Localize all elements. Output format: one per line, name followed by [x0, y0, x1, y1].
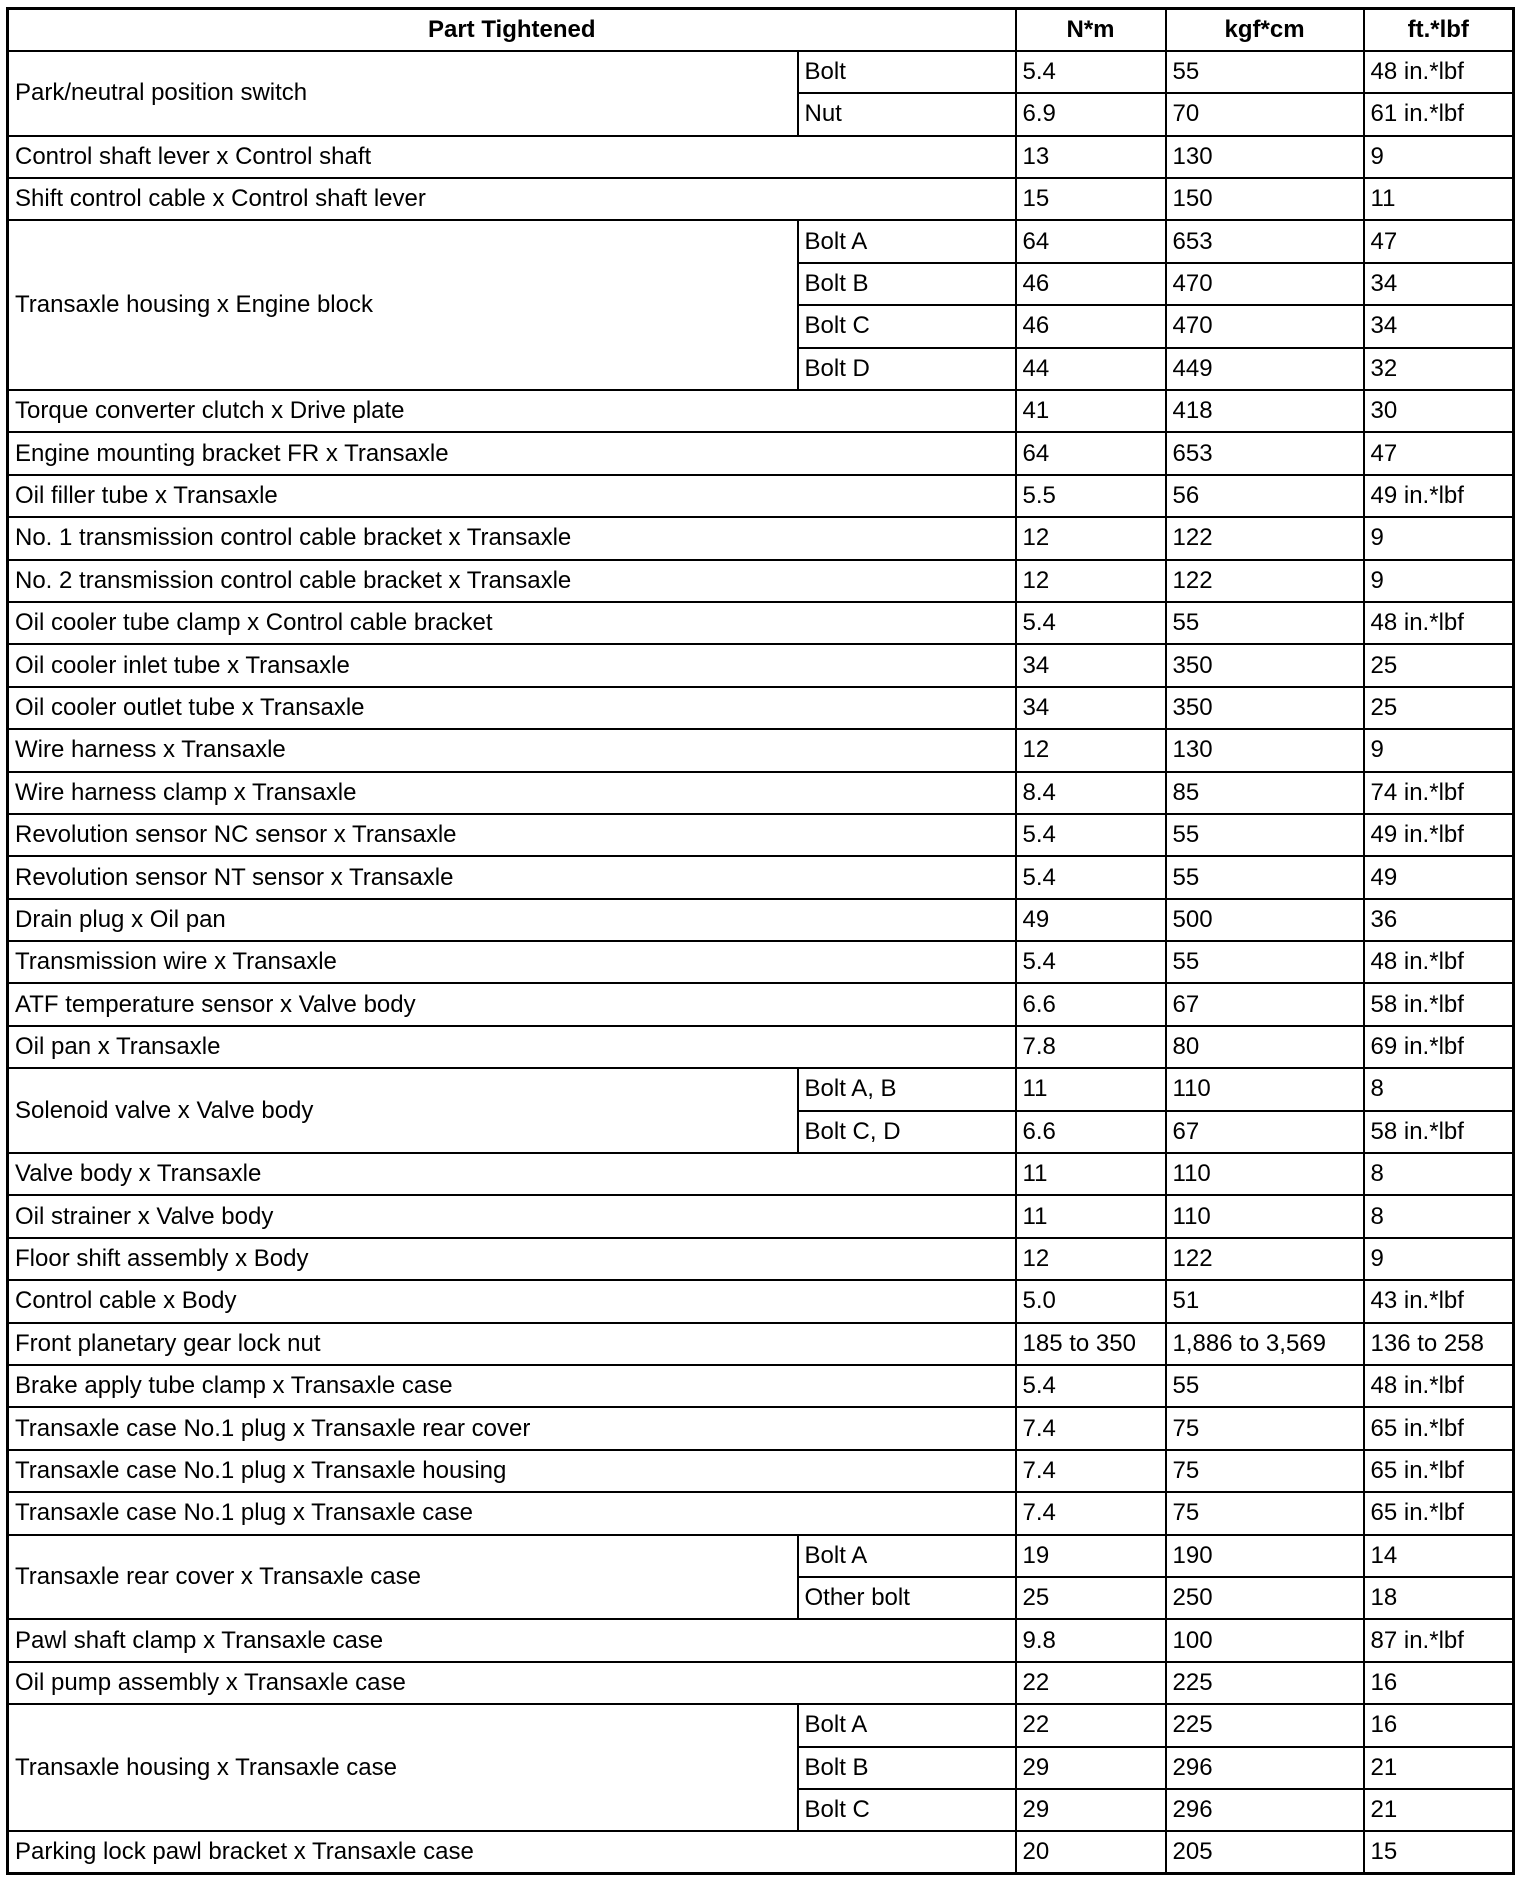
fastener-cell: Bolt A	[798, 1535, 1016, 1577]
part-cell: Revolution sensor NT sensor x Transaxle	[8, 856, 1016, 898]
part-cell: Oil strainer x Valve body	[8, 1195, 1016, 1237]
table-row	[8, 729, 1514, 771]
ft-lbf-cell: 48 in.*lbf	[1364, 941, 1514, 983]
part-cell: Wire harness clamp x Transaxle	[8, 772, 1016, 814]
table-row	[8, 1704, 1514, 1746]
kgf-cm-cell: 55	[1166, 1365, 1364, 1407]
kgf-cm-cell: 110	[1166, 1195, 1364, 1237]
part-cell: No. 1 transmission control cable bracket x Transaxle	[8, 517, 1016, 559]
table-row	[8, 51, 1514, 93]
ft-lbf-cell: 65 in.*lbf	[1364, 1492, 1514, 1534]
table-row	[8, 644, 1514, 686]
nm-cell: 34	[1016, 687, 1166, 729]
table-row	[8, 517, 1514, 559]
header-kgf-cm: kgf*cm	[1166, 9, 1364, 51]
kgf-cm-cell: 130	[1166, 136, 1364, 178]
table-row	[8, 1280, 1514, 1322]
nm-cell: 64	[1016, 220, 1166, 262]
ft-lbf-cell: 30	[1364, 390, 1514, 432]
table-row	[8, 941, 1514, 983]
ft-lbf-cell: 48 in.*lbf	[1364, 51, 1514, 93]
nm-cell: 22	[1016, 1662, 1166, 1704]
part-cell: Shift control cable x Control shaft lever	[8, 178, 1016, 220]
nm-cell: 13	[1016, 136, 1166, 178]
table-row	[8, 1831, 1514, 1873]
part-cell: Drain plug x Oil pan	[8, 899, 1016, 941]
nm-cell: 29	[1016, 1789, 1166, 1831]
table-row	[8, 475, 1514, 517]
table-row	[8, 1407, 1514, 1449]
ft-lbf-cell: 8	[1364, 1153, 1514, 1195]
table-row	[8, 1450, 1514, 1492]
kgf-cm-cell: 70	[1166, 93, 1364, 135]
table-row	[8, 1662, 1514, 1704]
table-row	[8, 1068, 1514, 1110]
part-cell: Torque converter clutch x Drive plate	[8, 390, 1016, 432]
nm-cell: 7.4	[1016, 1492, 1166, 1534]
kgf-cm-cell: 100	[1166, 1619, 1364, 1661]
fastener-cell: Nut	[798, 93, 1016, 135]
kgf-cm-cell: 205	[1166, 1831, 1364, 1873]
nm-cell: 7.8	[1016, 1026, 1166, 1068]
kgf-cm-cell: 250	[1166, 1577, 1364, 1619]
kgf-cm-cell: 67	[1166, 1111, 1364, 1153]
nm-cell: 6.6	[1016, 983, 1166, 1025]
table-row	[8, 1153, 1514, 1195]
ft-lbf-cell: 9	[1364, 136, 1514, 178]
nm-cell: 5.4	[1016, 1365, 1166, 1407]
table-row	[8, 432, 1514, 474]
ft-lbf-cell: 18	[1364, 1577, 1514, 1619]
nm-cell: 7.4	[1016, 1450, 1166, 1492]
table-row	[8, 1535, 1514, 1577]
ft-lbf-cell: 36	[1364, 899, 1514, 941]
table-body	[8, 51, 1514, 1874]
kgf-cm-cell: 225	[1166, 1662, 1364, 1704]
part-cell: Transaxle housing x Transaxle case	[8, 1704, 798, 1831]
part-cell: Transmission wire x Transaxle	[8, 941, 1016, 983]
nm-cell: 12	[1016, 729, 1166, 771]
table-row	[8, 1238, 1514, 1280]
table-row	[8, 899, 1514, 941]
ft-lbf-cell: 58 in.*lbf	[1364, 1111, 1514, 1153]
kgf-cm-cell: 55	[1166, 856, 1364, 898]
nm-cell: 7.4	[1016, 1407, 1166, 1449]
table-row	[8, 814, 1514, 856]
nm-cell: 11	[1016, 1153, 1166, 1195]
ft-lbf-cell: 8	[1364, 1195, 1514, 1237]
kgf-cm-cell: 130	[1166, 729, 1364, 771]
ft-lbf-cell: 48 in.*lbf	[1364, 1365, 1514, 1407]
nm-cell: 9.8	[1016, 1619, 1166, 1661]
ft-lbf-cell: 49 in.*lbf	[1364, 814, 1514, 856]
ft-lbf-cell: 58 in.*lbf	[1364, 983, 1514, 1025]
table-row	[8, 136, 1514, 178]
table-row	[8, 1619, 1514, 1661]
part-cell: Wire harness x Transaxle	[8, 729, 1016, 771]
fastener-cell: Bolt C	[798, 1789, 1016, 1831]
kgf-cm-cell: 67	[1166, 983, 1364, 1025]
nm-cell: 34	[1016, 644, 1166, 686]
table-row	[8, 220, 1514, 262]
part-cell: Oil cooler tube clamp x Control cable bracket	[8, 602, 1016, 644]
nm-cell: 5.5	[1016, 475, 1166, 517]
nm-cell: 15	[1016, 178, 1166, 220]
kgf-cm-cell: 449	[1166, 348, 1364, 390]
kgf-cm-cell: 110	[1166, 1153, 1364, 1195]
kgf-cm-cell: 85	[1166, 772, 1364, 814]
nm-cell: 5.4	[1016, 51, 1166, 93]
nm-cell: 20	[1016, 1831, 1166, 1873]
nm-cell: 185 to 350	[1016, 1323, 1166, 1365]
ft-lbf-cell: 47	[1364, 432, 1514, 474]
nm-cell: 12	[1016, 560, 1166, 602]
kgf-cm-cell: 56	[1166, 475, 1364, 517]
ft-lbf-cell: 74 in.*lbf	[1364, 772, 1514, 814]
part-cell: Control shaft lever x Control shaft	[8, 136, 1016, 178]
fastener-cell: Bolt C, D	[798, 1111, 1016, 1153]
header-nm: N*m	[1016, 9, 1166, 51]
kgf-cm-cell: 350	[1166, 687, 1364, 729]
table-row	[8, 1195, 1514, 1237]
fastener-cell: Bolt C	[798, 305, 1016, 347]
ft-lbf-cell: 49	[1364, 856, 1514, 898]
part-cell: Engine mounting bracket FR x Transaxle	[8, 432, 1016, 474]
nm-cell: 5.4	[1016, 814, 1166, 856]
nm-cell: 46	[1016, 305, 1166, 347]
nm-cell: 64	[1016, 432, 1166, 474]
part-cell: Transaxle rear cover x Transaxle case	[8, 1535, 798, 1620]
part-cell: Parking lock pawl bracket x Transaxle case	[8, 1831, 1016, 1873]
kgf-cm-cell: 55	[1166, 814, 1364, 856]
ft-lbf-cell: 34	[1364, 305, 1514, 347]
kgf-cm-cell: 653	[1166, 220, 1364, 262]
kgf-cm-cell: 122	[1166, 560, 1364, 602]
header-part-tightened: Part Tightened	[8, 9, 1016, 51]
nm-cell: 25	[1016, 1577, 1166, 1619]
nm-cell: 5.4	[1016, 856, 1166, 898]
fastener-cell: Bolt B	[798, 263, 1016, 305]
part-cell: Transaxle case No.1 plug x Transaxle housing	[8, 1450, 1016, 1492]
nm-cell: 5.0	[1016, 1280, 1166, 1322]
kgf-cm-cell: 350	[1166, 644, 1364, 686]
table-row	[8, 390, 1514, 432]
table-row	[8, 1492, 1514, 1534]
kgf-cm-cell: 150	[1166, 178, 1364, 220]
kgf-cm-cell: 55	[1166, 602, 1364, 644]
kgf-cm-cell: 1,886 to 3,569	[1166, 1323, 1364, 1365]
nm-cell: 44	[1016, 348, 1166, 390]
kgf-cm-cell: 122	[1166, 517, 1364, 559]
ft-lbf-cell: 9	[1364, 729, 1514, 771]
nm-cell: 22	[1016, 1704, 1166, 1746]
torque-spec-table	[6, 7, 1515, 1875]
part-cell: Park/neutral position switch	[8, 51, 798, 136]
fastener-cell: Bolt A, B	[798, 1068, 1016, 1110]
part-cell: Pawl shaft clamp x Transaxle case	[8, 1619, 1016, 1661]
part-cell: Oil pan x Transaxle	[8, 1026, 1016, 1068]
nm-cell: 6.6	[1016, 1111, 1166, 1153]
fastener-cell: Bolt A	[798, 220, 1016, 262]
kgf-cm-cell: 190	[1166, 1535, 1364, 1577]
ft-lbf-cell: 16	[1364, 1704, 1514, 1746]
kgf-cm-cell: 75	[1166, 1407, 1364, 1449]
part-cell: Transaxle case No.1 plug x Transaxle case	[8, 1492, 1016, 1534]
kgf-cm-cell: 75	[1166, 1450, 1364, 1492]
nm-cell: 41	[1016, 390, 1166, 432]
ft-lbf-cell: 49 in.*lbf	[1364, 475, 1514, 517]
ft-lbf-cell: 16	[1364, 1662, 1514, 1704]
table-row	[8, 602, 1514, 644]
part-cell: No. 2 transmission control cable bracket x Transaxle	[8, 560, 1016, 602]
fastener-cell: Bolt B	[798, 1747, 1016, 1789]
part-cell: Solenoid valve x Valve body	[8, 1068, 798, 1153]
nm-cell: 5.4	[1016, 602, 1166, 644]
kgf-cm-cell: 500	[1166, 899, 1364, 941]
kgf-cm-cell: 75	[1166, 1492, 1364, 1534]
kgf-cm-cell: 51	[1166, 1280, 1364, 1322]
nm-cell: 11	[1016, 1068, 1166, 1110]
nm-cell: 49	[1016, 899, 1166, 941]
kgf-cm-cell: 296	[1166, 1747, 1364, 1789]
ft-lbf-cell: 87 in.*lbf	[1364, 1619, 1514, 1661]
ft-lbf-cell: 8	[1364, 1068, 1514, 1110]
ft-lbf-cell: 9	[1364, 517, 1514, 559]
ft-lbf-cell: 47	[1364, 220, 1514, 262]
part-cell: Oil cooler inlet tube x Transaxle	[8, 644, 1016, 686]
kgf-cm-cell: 80	[1166, 1026, 1364, 1068]
nm-cell: 29	[1016, 1747, 1166, 1789]
nm-cell: 46	[1016, 263, 1166, 305]
table-row	[8, 687, 1514, 729]
nm-cell: 11	[1016, 1195, 1166, 1237]
table-row	[8, 1026, 1514, 1068]
kgf-cm-cell: 296	[1166, 1789, 1364, 1831]
part-cell: Floor shift assembly x Body	[8, 1238, 1016, 1280]
part-cell: Oil pump assembly x Transaxle case	[8, 1662, 1016, 1704]
part-cell: Transaxle case No.1 plug x Transaxle rear cover	[8, 1407, 1016, 1449]
table-row	[8, 983, 1514, 1025]
kgf-cm-cell: 225	[1166, 1704, 1364, 1746]
fastener-cell: Bolt D	[798, 348, 1016, 390]
nm-cell: 12	[1016, 1238, 1166, 1280]
part-cell: Oil cooler outlet tube x Transaxle	[8, 687, 1016, 729]
header-row	[8, 9, 1514, 51]
ft-lbf-cell: 11	[1364, 178, 1514, 220]
table-row	[8, 560, 1514, 602]
kgf-cm-cell: 110	[1166, 1068, 1364, 1110]
fastener-cell: Bolt A	[798, 1704, 1016, 1746]
nm-cell: 6.9	[1016, 93, 1166, 135]
table-row	[8, 1323, 1514, 1365]
part-cell: ATF temperature sensor x Valve body	[8, 983, 1016, 1025]
part-cell: Brake apply tube clamp x Transaxle case	[8, 1365, 1016, 1407]
part-cell: Front planetary gear lock nut	[8, 1323, 1016, 1365]
ft-lbf-cell: 32	[1364, 348, 1514, 390]
ft-lbf-cell: 136 to 258	[1364, 1323, 1514, 1365]
kgf-cm-cell: 418	[1166, 390, 1364, 432]
nm-cell: 8.4	[1016, 772, 1166, 814]
ft-lbf-cell: 25	[1364, 687, 1514, 729]
nm-cell: 12	[1016, 517, 1166, 559]
ft-lbf-cell: 65 in.*lbf	[1364, 1407, 1514, 1449]
ft-lbf-cell: 14	[1364, 1535, 1514, 1577]
ft-lbf-cell: 48 in.*lbf	[1364, 602, 1514, 644]
fastener-cell: Bolt	[798, 51, 1016, 93]
kgf-cm-cell: 470	[1166, 305, 1364, 347]
fastener-cell: Other bolt	[798, 1577, 1016, 1619]
ft-lbf-cell: 9	[1364, 1238, 1514, 1280]
ft-lbf-cell: 21	[1364, 1747, 1514, 1789]
ft-lbf-cell: 25	[1364, 644, 1514, 686]
table-row	[8, 1365, 1514, 1407]
part-cell: Transaxle housing x Engine block	[8, 220, 798, 390]
table-row	[8, 178, 1514, 220]
ft-lbf-cell: 43 in.*lbf	[1364, 1280, 1514, 1322]
kgf-cm-cell: 55	[1166, 51, 1364, 93]
part-cell: Revolution sensor NC sensor x Transaxle	[8, 814, 1016, 856]
part-cell: Control cable x Body	[8, 1280, 1016, 1322]
ft-lbf-cell: 34	[1364, 263, 1514, 305]
kgf-cm-cell: 55	[1166, 941, 1364, 983]
kgf-cm-cell: 470	[1166, 263, 1364, 305]
ft-lbf-cell: 21	[1364, 1789, 1514, 1831]
nm-cell: 5.4	[1016, 941, 1166, 983]
table-row	[8, 856, 1514, 898]
table-row	[8, 772, 1514, 814]
nm-cell: 19	[1016, 1535, 1166, 1577]
kgf-cm-cell: 653	[1166, 432, 1364, 474]
ft-lbf-cell: 15	[1364, 1831, 1514, 1873]
ft-lbf-cell: 61 in.*lbf	[1364, 93, 1514, 135]
part-cell: Valve body x Transaxle	[8, 1153, 1016, 1195]
kgf-cm-cell: 122	[1166, 1238, 1364, 1280]
ft-lbf-cell: 9	[1364, 560, 1514, 602]
ft-lbf-cell: 65 in.*lbf	[1364, 1450, 1514, 1492]
header-ft-lbf: ft.*lbf	[1364, 9, 1514, 51]
part-cell: Oil filler tube x Transaxle	[8, 475, 1016, 517]
ft-lbf-cell: 69 in.*lbf	[1364, 1026, 1514, 1068]
